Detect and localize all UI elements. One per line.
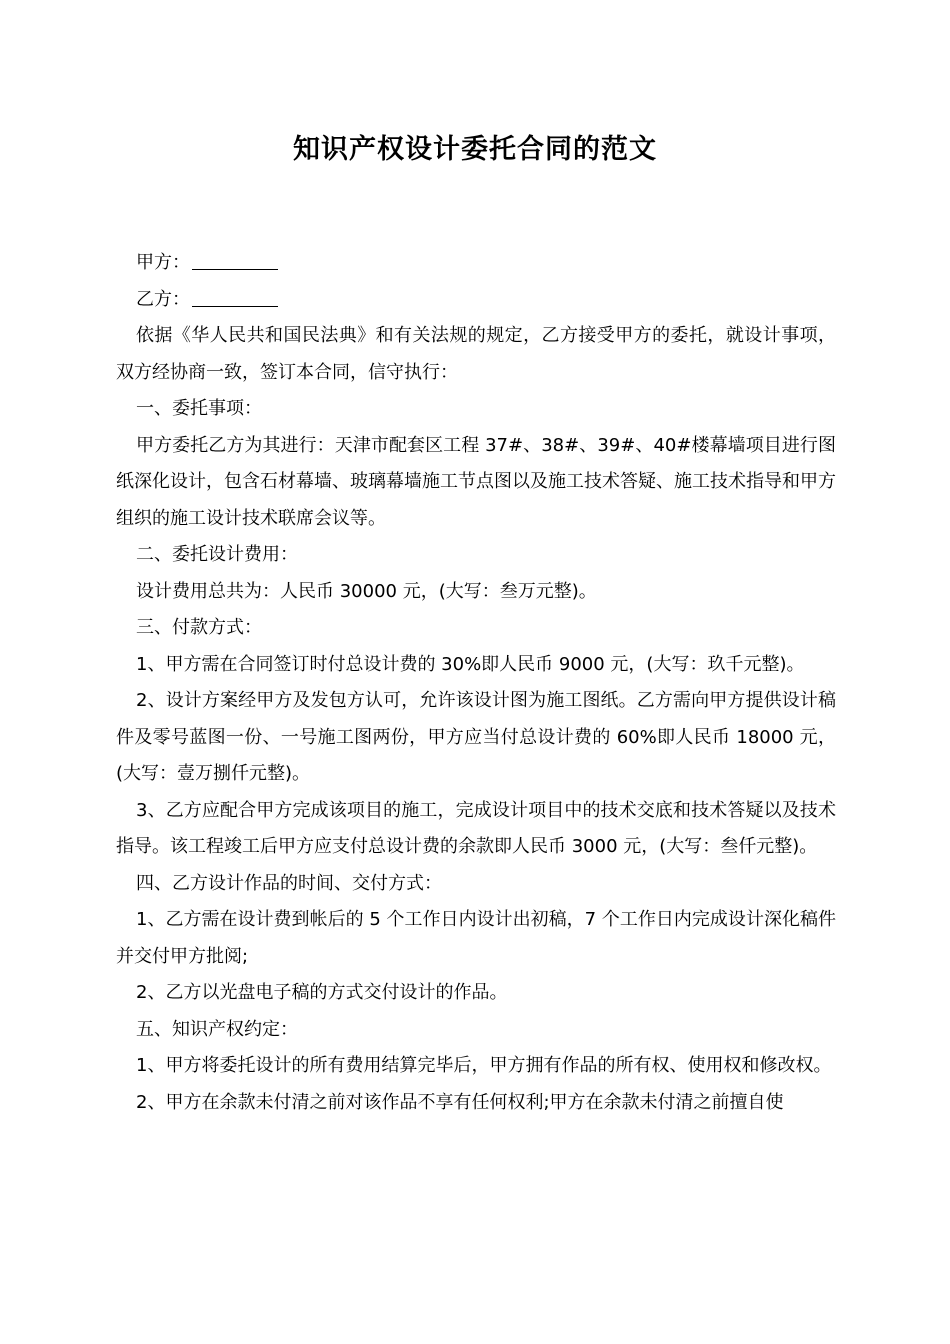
party-b-blank <box>192 288 278 307</box>
heading-section-3: 三、付款方式： <box>136 617 262 638</box>
document-title: 知识产权设计委托合同的范文 <box>293 134 657 165</box>
clause-3-1: 1、甲方需在合同签订时付总设计费的 30%即人民币 9000 元，(大写：玖千元整)。 <box>136 653 805 675</box>
paragraph-preamble: 依据《华人民共和国民法典》和有关法规的规定，乙方接受甲方的委托，就设计事项，双方经协商一致，签订本合同，信守执行： <box>116 325 836 383</box>
party-a-label: 甲方： <box>136 252 190 273</box>
party-a-line <box>116 245 836 282</box>
party-b-line <box>116 282 836 319</box>
clause-3-3: 3、乙方应配合甲方完成该项目的施工，完成设计项目中的技术交底和技术答疑以及技术指导。该工程竣工后甲方应支付总设计费的余款即人民币 3000 元，(大写：叁仟元整)。 <box>116 799 836 857</box>
party-b-label: 乙方： <box>136 288 190 310</box>
heading-section-1: 一、委托事项： <box>136 398 262 419</box>
heading-section-5: 五、知识产权约定： <box>136 1018 298 1040</box>
heading-section-2: 二、委托设计费用： <box>136 544 298 565</box>
clause-4-2: 2、乙方以光盘电子稿的方式交付设计的作品。 <box>136 982 508 1003</box>
document-body <box>116 245 836 1121</box>
heading-section-4: 四、乙方设计作品的时间、交付方式： <box>136 872 442 894</box>
paragraph-section-1: 甲方委托乙方为其进行：天津市配套区工程 37#、38#、39#、40#楼幕墙项目进行图纸深化设计，包含石材幕墙、玻璃幕墙施工节点图以及施工技术答疑、施工技术指导和甲方组织的施工设计技术联席会议等。 <box>116 434 836 529</box>
party-a-blank <box>192 251 278 270</box>
paragraph-section-2: 设计费用总共为：人民币 30000 元，(大写：叁万元整)。 <box>136 580 597 602</box>
clause-5-1: 1、甲方将委托设计的所有费用结算完毕后，甲方拥有作品的所有权、使用权和修改权。 <box>136 1055 832 1076</box>
clause-4-1: 1、乙方需在设计费到帐后的 5 个工作日内设计出初稿，7 个工作日内完成设计深化稿件并交付甲方批阅; <box>116 909 836 967</box>
clause-3-2: 2、设计方案经甲方及发包方认可，允许该设计图为施工图纸。乙方需向甲方提供设计稿件及零号蓝图一份、一号施工图两份，甲方应当付总设计费的 60%即人民币 18000 元，(大写：壹万捌仟元整)。 <box>116 690 836 784</box>
clause-5-2: 2、甲方在余款未付清之前对该作品不享有任何权利;甲方在余款未付清之前擅自使 <box>136 1091 784 1113</box>
